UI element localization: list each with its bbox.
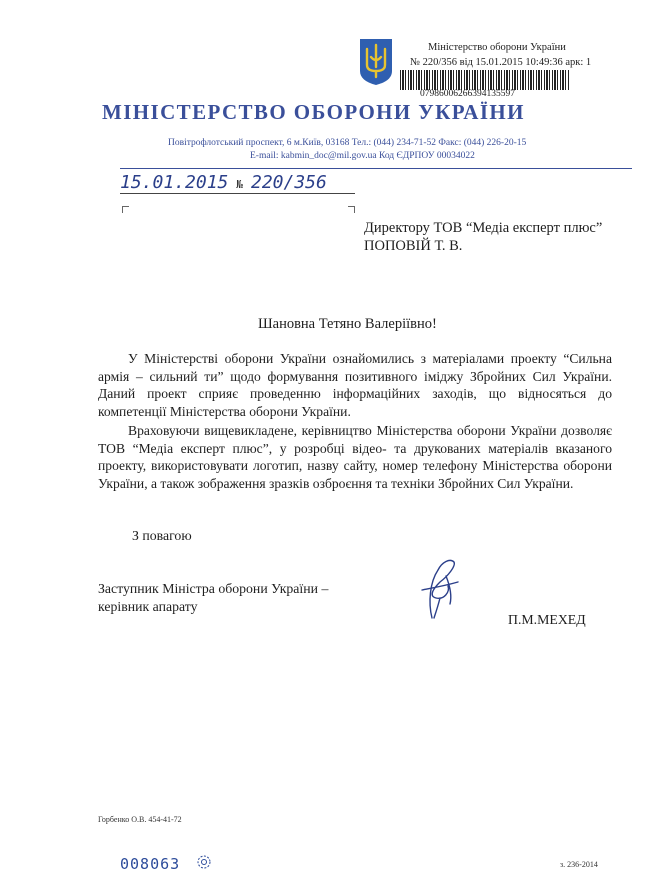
- registration-barcode-number: 07986006266394135597: [420, 89, 515, 99]
- executor-line: Горбенко О.В. 454-41-72: [98, 815, 182, 824]
- form-code: з. 236-2014: [560, 860, 598, 869]
- registration-ministry: Міністерство оборони України: [428, 42, 566, 53]
- email-line: E-mail: kabmin_doc@mil.gov.ua Код ЄДРПОУ 00034022: [250, 151, 475, 161]
- registration-barcode: [400, 70, 570, 90]
- signer-name: П.М.МЕХЕД: [508, 612, 586, 627]
- trident-emblem-icon: [357, 37, 395, 87]
- page-title: МІНІСТЕРСТВО ОБОРОНИ УКРАЇНИ: [102, 100, 525, 124]
- handwritten-signature: [410, 552, 470, 622]
- field-corner-right: [348, 206, 355, 213]
- header-divider: [120, 168, 632, 169]
- signer-position-line-1: Заступник Міністра оборони України –: [98, 581, 329, 596]
- rosette-icon: [196, 854, 212, 870]
- body-paragraph-1: У Міністерстві оборони України ознайомились з матеріалами проекту “Сильна армія – сильний ти” щодо формування позитивного іміджу Збройних Сил України. Даний проект сприяє проведенню інформаційних заходів, що відносяться до компетенції Міністерства оборони України.: [98, 351, 612, 419]
- greeting: Шановна Тетяно Валеріївно!: [258, 316, 437, 332]
- outgoing-date: 15.01.2015: [120, 172, 229, 193]
- body-paragraph-2: Враховуючи вищевикладене, керівництво Міністерства оборони України дозволяє ТОВ “Медіа експерт плюс”, у розробці відео- та друкованих матеріалів вказаного проекту, використовувати логотип, назву сайту, номер телефону Міністерства оборони України, а також зображення зразків озброєння та техніки Збройних Сил України.: [98, 423, 612, 491]
- closing: З повагою: [132, 528, 192, 543]
- outgoing-underline: [120, 193, 355, 194]
- registration-number: № 220/356 від 15.01.2015 10:49:36 арк: 1: [410, 57, 592, 68]
- recipient-line-1: Директору ТОВ “Медіа експерт плюс”: [364, 220, 603, 236]
- outgoing-number-prefix: №: [236, 178, 243, 191]
- address-line: Повітрофлотський проспект, 6 м.Київ, 03168 Тел.: (044) 234-71-52 Факс: (044) 226-20-15: [168, 138, 527, 148]
- form-serial-number: 008063: [120, 855, 181, 873]
- recipient-line-2: ПОПОВІЙ Т. В.: [364, 238, 463, 254]
- signer-position-line-2: керівник апарату: [98, 599, 198, 614]
- outgoing-number: 220/356: [251, 172, 327, 193]
- field-corner-left: [122, 206, 129, 213]
